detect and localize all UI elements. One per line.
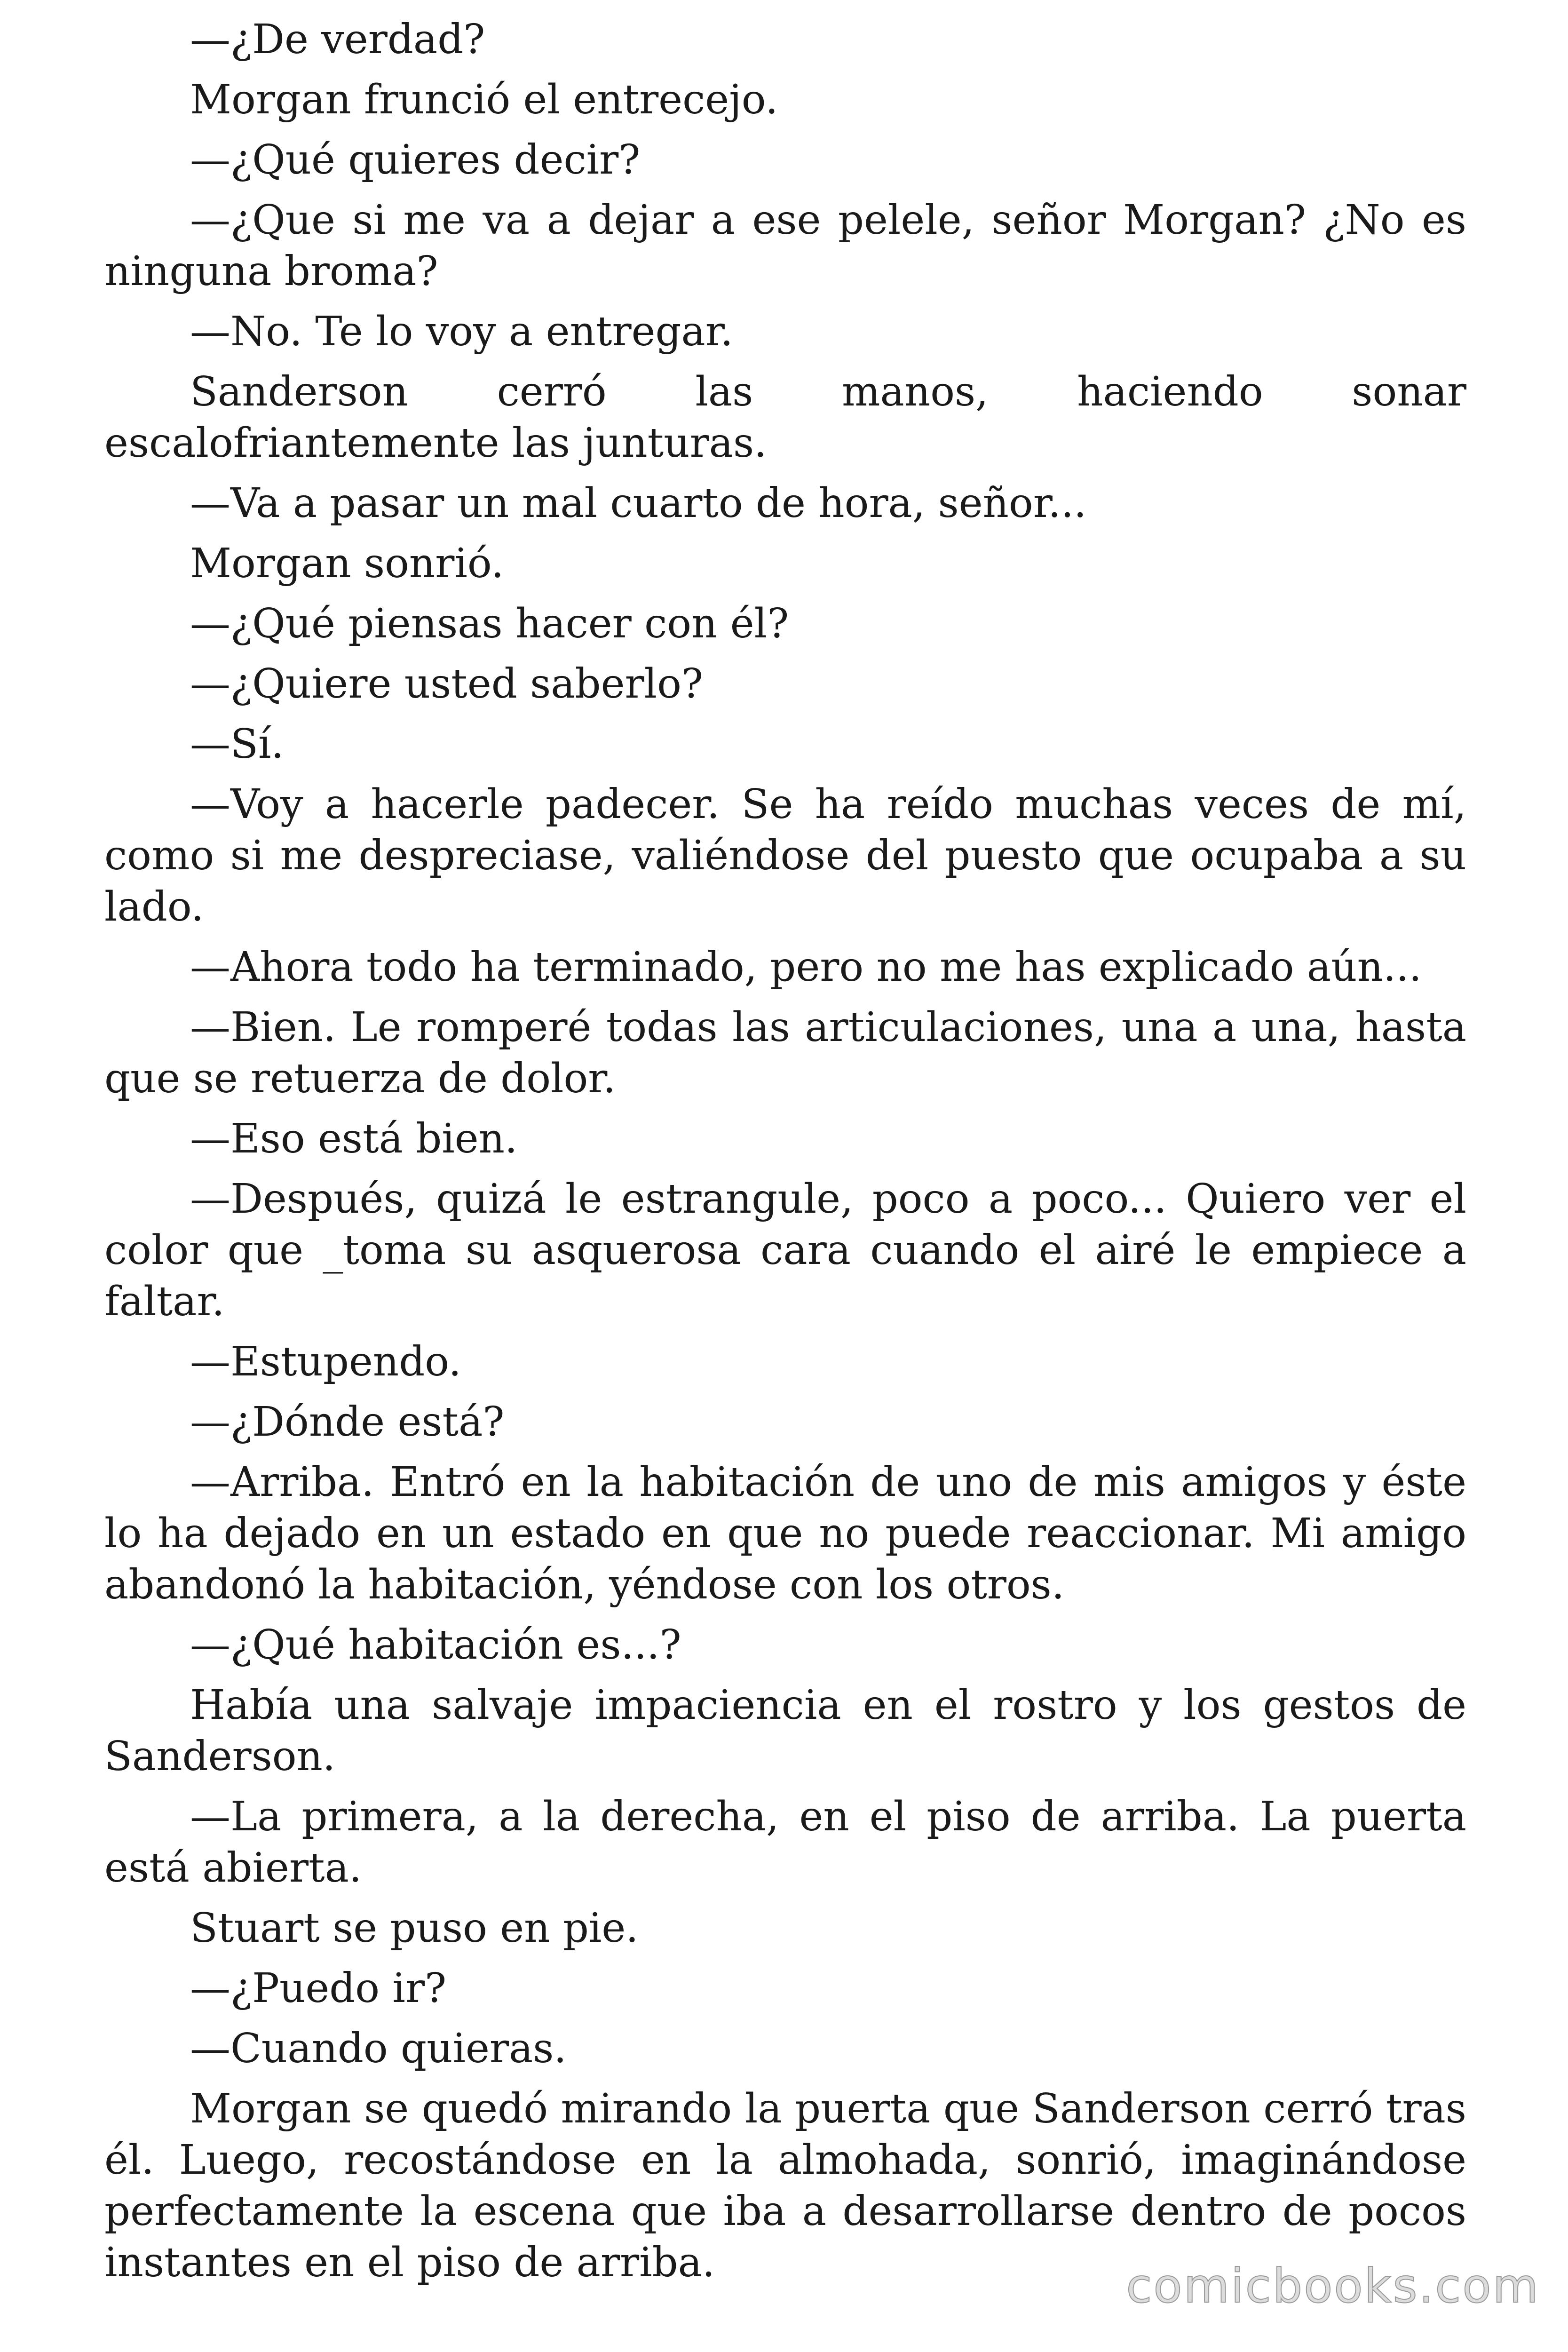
paragraph-9: —¿Qué piensas hacer con él?: [190, 600, 789, 647]
paragraph-23: Stuart se puso en pie.: [190, 1905, 639, 1952]
paragraph-7: —Va a pasar un mal cuarto de hora, señor...: [190, 480, 1087, 527]
paragraph-1: —¿De verdad?: [190, 16, 485, 63]
paragraph-22: —La primera, a la derecha, en el piso de arriba. La puerta está abierta.: [104, 1793, 1466, 1891]
paragraph-24: —¿Puedo ir?: [190, 1965, 447, 2012]
paragraph-17: —Estupendo.: [190, 1338, 461, 1385]
paragraph-11: —Sí.: [190, 721, 284, 768]
paragraph-8: Morgan sonrió.: [190, 540, 504, 587]
paragraph-15: —Eso está bien.: [190, 1115, 518, 1162]
paragraph-4: —¿Que si me va a dejar a ese pelele, señor Morgan? ¿No es ninguna broma?: [104, 197, 1466, 295]
paragraph-19: —Arriba. Entró en la habitación de uno de mis amigos y éste lo ha dejado en un estado en que no puede reaccionar. Mi amigo abandonó la habitación, yéndose con los otros.: [104, 1459, 1466, 1608]
paragraph-12: —Voy a hacerle padecer. Se ha reído muchas veces de mí, como si me despreciase, valiéndose del puesto que ocupaba a su lado.: [104, 781, 1466, 930]
paragraph-14: —Bien. Le romperé todas las articulaciones, una a una, hasta que se retuerza de dolor.: [104, 1004, 1466, 1102]
paragraph-3: —¿Qué quieres decir?: [190, 136, 641, 183]
paragraph-25: —Cuando quieras.: [190, 2025, 567, 2072]
paragraph-18: —¿Dónde está?: [190, 1398, 505, 1446]
paragraph-13: —Ahora todo ha terminado, pero no me has explicado aún...: [190, 944, 1422, 991]
paragraph-26: Morgan se quedó mirando la puerta que Sanderson cerró tras él. Luego, recostándose en la almohada, sonrió, imaginándose perfectamente la escena que iba a desarrollarse dentro de pocos instantes en el piso de arriba.: [104, 2085, 1466, 2286]
paragraph-5: —No. Te lo voy a entregar.: [190, 308, 733, 355]
paragraph-2: Morgan frunció el entrecejo.: [190, 76, 778, 123]
watermark-logo: comicbooks.com: [1126, 2258, 1540, 2313]
page-text: [104, 14, 1466, 2297]
paragraph-6: Sanderson cerró las manos, haciendo sonar escalofriantemente las junturas.: [104, 368, 1466, 467]
paragraph-10: —¿Quiere usted saberlo?: [190, 660, 703, 707]
paragraph-21: Había una salvaje impaciencia en el rostro y los gestos de Sanderson.: [104, 1682, 1466, 1780]
paragraph-16: —Después, quizá le estrangule, poco a poco... Quiero ver el color que _toma su asquerosa cara cuando el airé le empiece a faltar.: [104, 1176, 1466, 1325]
paragraph-20: —¿Qué habitación es...?: [190, 1621, 681, 1669]
